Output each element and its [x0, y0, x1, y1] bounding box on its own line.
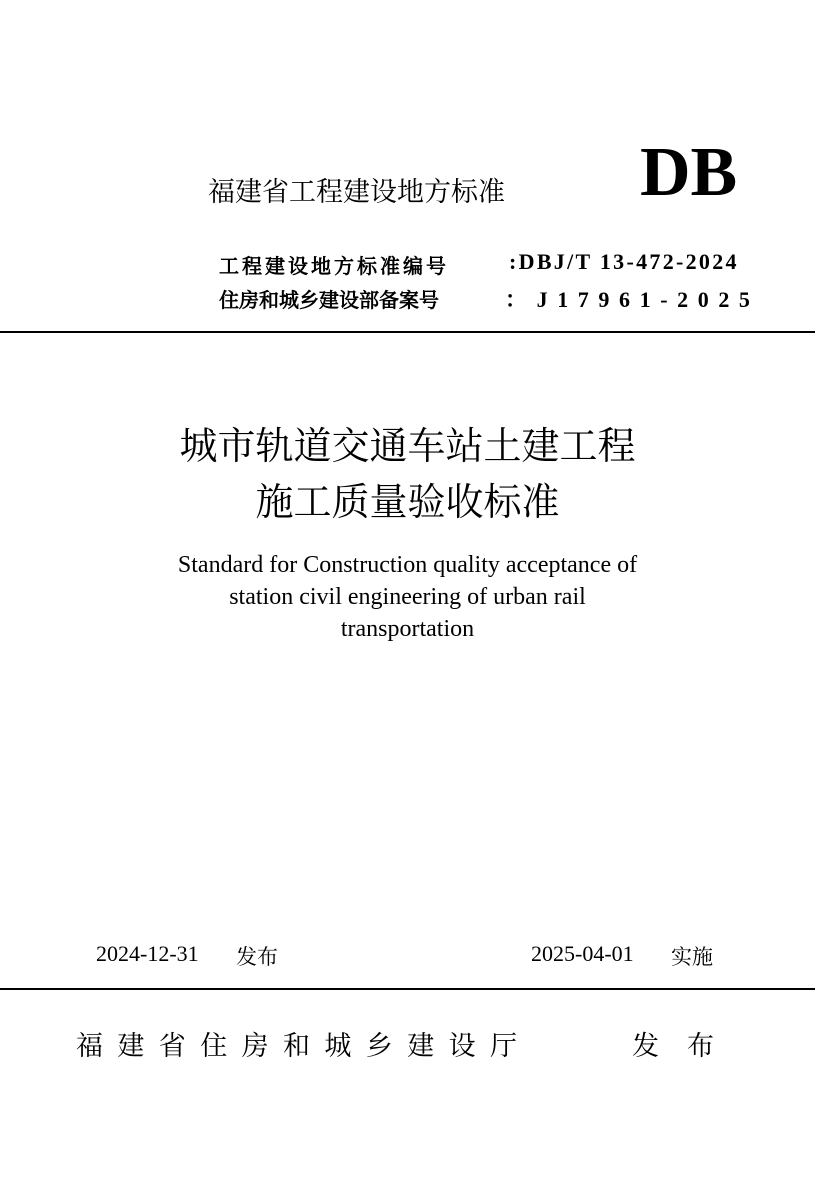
- header-divider: [0, 331, 815, 333]
- code-label: 工程建设地方标准编号: [219, 254, 449, 278]
- english-title-line-3: transportation: [340, 616, 475, 642]
- code-value: :DBJ/T 13-472-2024: [509, 249, 739, 274]
- issue-label: 发布: [236, 945, 278, 969]
- effective-label: 实施: [671, 945, 713, 969]
- publisher-name: 福建省住房和城乡建设厅: [76, 1031, 532, 1062]
- title-line-2: 施工质量验收标准: [255, 480, 560, 524]
- standard-category: 福建省工程建设地方标准: [208, 177, 505, 208]
- title-line-1: 城市轨道交通车站土建工程: [179, 424, 636, 468]
- english-title-line-2: station civil engineering of urban rail: [229, 584, 586, 610]
- issue-date: 2024-12-31: [96, 941, 199, 966]
- record-value: ：J17961-2025: [505, 287, 760, 312]
- effective-date: 2025-04-01: [531, 941, 634, 966]
- english-title-line-1: Standard for Construction quality acceptance of: [177, 552, 638, 578]
- record-label: 住房和城乡建设部备案号: [219, 288, 439, 312]
- publish-action: 发布: [632, 1031, 742, 1062]
- db-logo: DB: [640, 134, 738, 211]
- footer-divider: [0, 988, 815, 990]
